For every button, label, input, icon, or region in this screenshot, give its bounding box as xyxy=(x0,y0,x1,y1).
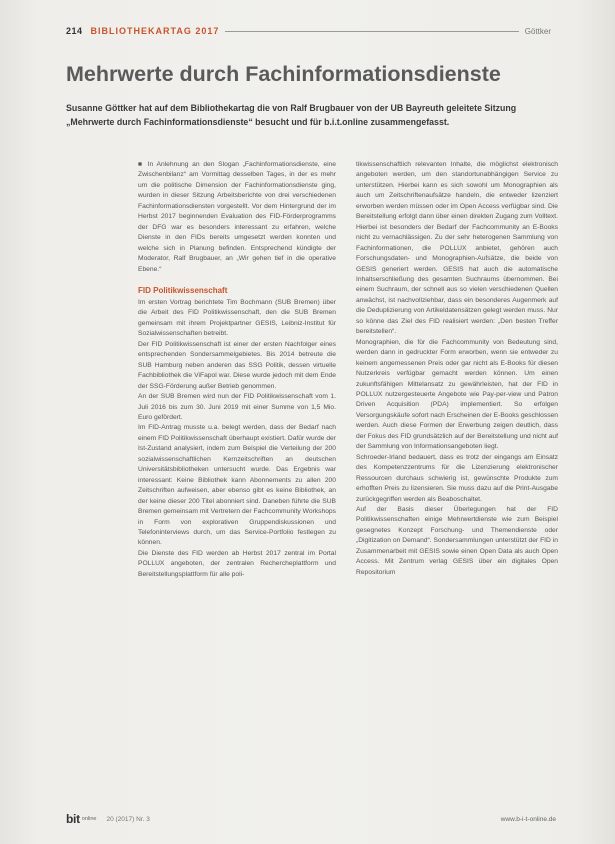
issue-info: 20 (2017) Nr. 3 xyxy=(106,815,150,823)
paragraph: tikwissenschaftlich relevanten Inhalte, die möglichst elektronisch angeboten werden, um den standortunabhängigen Service zu unterstützen. Hierbei kann es sich sowohl um Monographien als auch um Zeitschriftenaufsätze handeln, die entweder lizenziert erworben werden müssen oder im Open Access verfügbar sind. Die Bereitstellung erfolgt dann über einen direkten Zugang zum Volltext. Hierbei ist besonders der Bedarf der Fachcommunity an E-Books nicht zu vernachlässigen. Zu der sehr heterogenen Sammlung von Fachinformationen, die POLLUX anbietet, gehören auch Forschungsdaten- und Monographien-Aufsätze, die beide von GESIS generiert werden. GESIS hat auch die automatische Inhaltserschließung des gesamten Suchraums übernommen. Bei einem Suchraum, der schnell aus so vielen verschiedenen Quellen anwächst, ist nachvollziehbar, dass ein besonderes Augenmerk auf die Deduplizierung von Artikeldatensätzen gelegt werden muss. Nur so könne das Ziel des FID realisiert werden: „Den besten Treffer bereitstellen“. xyxy=(356,161,558,336)
website-link[interactable]: www.b-i-t-online.de xyxy=(500,815,556,823)
right-column xyxy=(356,160,558,578)
paragraph: An der SUB Bremen wird nun der FID Politikwissenschaft vom 1. Juli 2016 bis zum 30. Juni 2019 mit einer Summe von 1,5 Mio. Euro gefördert. xyxy=(138,393,336,421)
journal-logo-sub: online xyxy=(81,816,97,822)
paragraph: Monographien, die für die Fachcommunity von Bedeutung sind, werden dann in gedruckter Form erworben, wenn sie entweder zu keinem angemessenen Preis oder gar nicht als E-Books für diesen Nutzerkreis verfügbar gemacht werden können. Um einen zukunftsfähigen Mittelansatz zu gewährleisten, hat der FID in POLLUX nutzergesteuerte Angebote wie Pay-per-view und Patron Driven Acquisition (PDA) implementiert. So erfolgen Versorgungskäufe sofort nach Erscheinen der E-Books geschlossen werden. Auch diese Formen der Erwerbung zeigen deutlich, dass der Fokus des FID grundsätzlich auf der Bereitstellung und nicht auf der Sammlung von Informationsangeboten liegt. xyxy=(356,338,558,451)
running-title: BIBLIOTHEKARTAG 2017 xyxy=(90,26,220,36)
journal-logo: bit xyxy=(66,812,80,826)
paragraph: Im FID-Antrag musste u.a. belegt werden, dass der Bedarf nach einem FID Politikwissenschaft überhaupt existiert. Dafür wurde der Ist-Zustand analysiert, indem zum Beispiel die Verteilung der 200 sozialwissenschaftlichen Kernzeitschriften an deutschen Universitätsbibliotheken untersucht wurde. Das Ergebnis war interessant: Keine Bibliothek kann Abonnements zu allen 200 Zeitschriften aufweisen, aber ebenso gibt es keine Bibliothek, an der keine dieser 200 Titel abonniert sind. Daneben führte die SUB Bremen gemeinsam mit Vertretern der Fachcommunity Workshops in Form von explorativen Gruppendiskussionen und Telefoninterviews durch, um das Service-Portfolio festlegen zu können. xyxy=(138,424,336,547)
left-column xyxy=(138,160,336,580)
article-title: Mehrwerte durch Fachinformationsdienste xyxy=(66,62,501,86)
paragraph: Der FID Politikwissenschaft ist einer der ersten Nachfolger eines entsprechenden Sondersammelgebietes. Bis 2014 betreute die SUB Hamburg neben anderen das SSG Politik, dessen virtuelle Fachbibliothek die ViFapol war. Diese wurde jedoch mit dem Ende der SSG-Förderung außer Betrieb genommen. xyxy=(138,340,336,390)
section-heading: FID Politikwissenschaft xyxy=(138,285,228,295)
running-header xyxy=(66,24,551,38)
paragraph: Die Dienste des FID werden ab Herbst 2017 zentral im Portal POLLUX angeboten, der zentralen Rechercheplattform und Bereitstellungsplattform für alle poli- xyxy=(138,549,336,578)
paragraph: ■ In Anlehnung an den Slogan „Fachinformationsdienste, eine Zwischenbilanz“ am Vormittag desselben Tages, in der es mehr um die politische Dimension der Fachinformationsdienste ging, wurden in dieser Sitzung Arbeitsberichte von drei verschiedenen Fachinformationsdiensten vorgestellt. Vor dem Hintergrund der im Herbst 2017 beginnenden Evaluation des FID-Förderprogramms der DFG war es besonders interessant zu erfahren, welche Dienste in den FIDs bereits umgesetzt werden konnten und welche sich in Planung befinden. Entsprechend kündigte der Moderator, Ralf Brugbauer, an „Wir gehen tief in die operative Ebene.“ xyxy=(138,161,336,273)
page-number: 214 xyxy=(66,26,83,36)
paragraph: Schroeder-Irland bedauert, dass es trotz der eingangs am Einsatz des Kompetenzzentrums für die Lizenzierung elektronischer Ressourcen durchaus schwierig ist, gewünschte Produkte zum erhofften Preis zu lizensieren. Sie muss dazu auf die Print-Ausgabe zurückgegriffen werden als Beaboschaltet. xyxy=(356,453,558,503)
page-footer xyxy=(66,812,556,826)
paragraph: Auf der Basis dieser Überlegungen hat der FID Politikwissenschaften einige Mehrwertdienste wie zum Beispiel gesegnetes Konzept Forschung- und Themendienste oder „Digitization on Demand“. Sondersammlungen unterstützt der FID in Zusammenarbeit mit GESIS sowie einen Open Data als auch Open Access. Mit Zentrum verlag GESIS über ein digitales Open Repositorium xyxy=(356,505,558,576)
header-rule xyxy=(225,31,518,32)
paragraph: Im ersten Vortrag berichtete Tim Bochmann (SUB Bremen) über die Arbeit des FID Politikwissenschaft, den die SUB Bremen gemeinsam mit ihrem Projektpartner GESIS, Leibniz-Institut für Sozialwissenschaften betreibt. xyxy=(138,298,336,338)
author-tag: Göttker xyxy=(524,26,551,36)
article-lead: Susanne Göttker hat auf dem Bibliothekartag die von Ralf Brugbauer von der UB Bayreuth geleitete Sitzung „Mehrwerte durch Fachinformationsdienste“ besucht und für b.i.t.online zusammengefasst. xyxy=(66,103,517,127)
